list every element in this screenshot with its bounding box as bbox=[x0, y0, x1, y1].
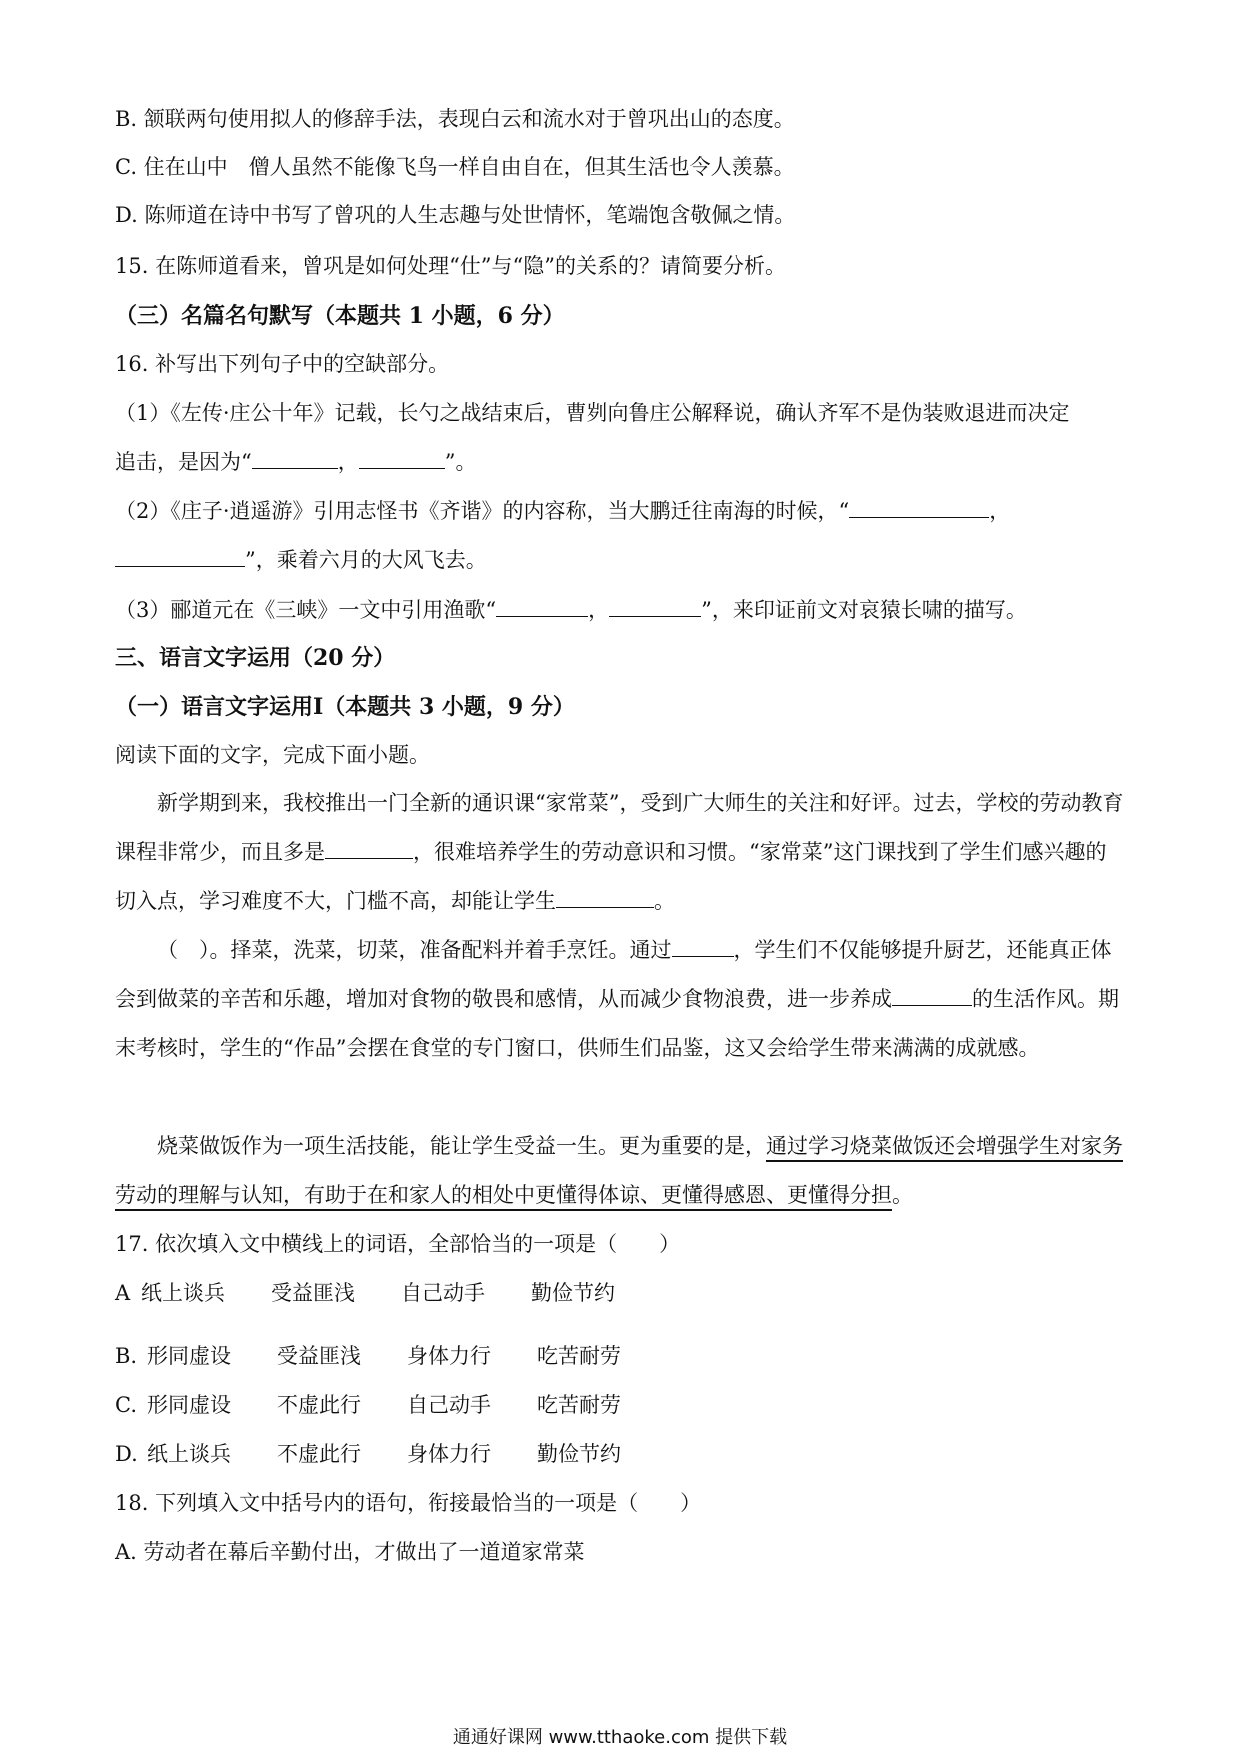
option-word: 勤俭节约 bbox=[537, 1442, 621, 1466]
option-label: C. bbox=[115, 1393, 137, 1417]
option-word: 不虚此行 bbox=[277, 1393, 361, 1417]
option-word: 受益匪浅 bbox=[271, 1281, 355, 1305]
option-word: 勤俭节约 bbox=[531, 1281, 615, 1305]
option-word: 受益匪浅 bbox=[277, 1344, 361, 1368]
option-word: 纸上谈兵 bbox=[147, 1442, 231, 1466]
q16-part1-comma: ， bbox=[337, 450, 359, 474]
question-15: 15. 在陈师道看来，曾巩是如何处理“仕”与“隐”的关系的？请简要分析。 bbox=[115, 254, 787, 278]
passage-blank[interactable] bbox=[325, 836, 413, 859]
passage-blank[interactable] bbox=[892, 983, 972, 1006]
underlined-sentence: 通过学习烧菜做饭还会增强学生对家务劳动的理解与认知，有助于在和家人的相处中更懂得体谅、更懂得感恩、更懂得分担 bbox=[115, 1134, 1123, 1207]
q16-part2-comma: ， bbox=[989, 499, 1011, 523]
option-d-q14: D. 陈师道在诗中书写了曾巩的人生志趣与处世情怀，笔端饱含敬佩之情。 bbox=[115, 203, 796, 227]
passage-paragraph-3 bbox=[115, 1122, 1125, 1220]
option-word: 吃苦耐劳 bbox=[537, 1393, 621, 1417]
option-word: 纸上谈兵 bbox=[141, 1281, 225, 1305]
subsection-heading: （一）语言文字运用Ⅰ（本题共 3 小题，9 分） bbox=[115, 694, 575, 720]
option-c-q14: C. 住在山中 僧人虽然不能像飞鸟一样自由自在，但其生活也令人羡慕。 bbox=[115, 155, 795, 179]
question-17: 17. 依次填入文中横线上的词语，全部恰当的一项是（ ） bbox=[115, 1232, 681, 1256]
option-label: A bbox=[115, 1281, 131, 1305]
page-footer: 通通好课网 www.tthaoke.com 提供下载 bbox=[452, 1727, 788, 1748]
q16-part2-line1 bbox=[115, 495, 1010, 526]
option-word: 吃苦耐劳 bbox=[537, 1344, 621, 1368]
q17-option-d bbox=[115, 1439, 621, 1469]
passage-text: （ ）。择菜，洗菜，切菜，准备配料并着手烹饪。通过 bbox=[157, 938, 672, 962]
reading-instruction: 阅读下面的文字，完成下面小题。 bbox=[115, 743, 430, 767]
passage-blank[interactable] bbox=[556, 885, 654, 908]
question-18: 18. 下列填入文中括号内的语句，衔接最恰当的一项是（ ） bbox=[115, 1491, 702, 1515]
q16-part3-end: ”，来印证前文对哀猿长啸的描写。 bbox=[701, 598, 1027, 622]
answer-blank[interactable] bbox=[252, 446, 338, 469]
passage-text: ，很难培养学生的劳动意识和习惯。“家常菜”这门课找到了学生们感兴趣的切入点，学习难度不大，门槛不高，却能让学生 bbox=[115, 840, 1107, 913]
passage-blank[interactable] bbox=[672, 934, 734, 957]
section-heading: （三）名篇名句默写（本题共 1 小题，6 分） bbox=[115, 303, 565, 329]
option-word: 不虚此行 bbox=[277, 1442, 361, 1466]
q16-part1-line1: （1）《左传·庄公十年》记载，长勺之战结束后，曹刿向鲁庄公解释说，确认齐军不是伪装败退进而决定 bbox=[115, 401, 1070, 425]
option-word: 形同虚设 bbox=[147, 1344, 231, 1368]
answer-blank[interactable] bbox=[115, 544, 245, 567]
option-b-q14: B. 颔联两句使用拟人的修辞手法，表现白云和流水对于曾巩出山的态度。 bbox=[115, 107, 795, 131]
q16-part3-text: （3）郦道元在《三峡》一文中引用渔歌“ bbox=[115, 598, 497, 622]
part-heading: 三、语言文字运用（20 分） bbox=[115, 645, 396, 671]
option-word: 身体力行 bbox=[407, 1442, 491, 1466]
q16-part2-end: ”，乘着六月的大风飞去。 bbox=[245, 548, 487, 572]
option-word: 自己动手 bbox=[401, 1281, 485, 1305]
answer-blank[interactable] bbox=[849, 495, 989, 518]
q16-part3 bbox=[115, 594, 1027, 625]
passage-paragraph-1 bbox=[115, 779, 1125, 926]
q16-part2-text: （2）《庄子·逍遥游》引用志怪书《齐谐》的内容称，当大鹏迁往南海的时候，“ bbox=[115, 499, 850, 523]
q17-option-b bbox=[115, 1341, 621, 1371]
q16-part2-line2 bbox=[115, 544, 487, 575]
option-label: B. bbox=[115, 1344, 138, 1368]
passage-text: 。 bbox=[892, 1183, 913, 1207]
option-word: 自己动手 bbox=[407, 1393, 491, 1417]
passage-text: 的生活作风。期末考核时，学生的“作品”会摆在食堂的专门窗口，供师生们品鉴，这又会给学生带来满满的成就感。 bbox=[115, 987, 1119, 1060]
q16-part1-text: 追击，是因为“ bbox=[115, 450, 252, 474]
passage-paragraph-2 bbox=[115, 926, 1125, 1073]
option-word: 身体力行 bbox=[407, 1344, 491, 1368]
option-label: D. bbox=[115, 1442, 138, 1466]
option-word: 形同虚设 bbox=[147, 1393, 231, 1417]
passage-text: 烧菜做饭作为一项生活技能，能让学生受益一生。更为重要的是， bbox=[157, 1134, 766, 1158]
q16-part3-comma: ， bbox=[588, 598, 610, 622]
passage-text: ，学生们不仅能够提升厨艺，还能真正体会到做菜的辛苦和乐趣，增加对食物的敬畏和感情，从而减少食物浪费，进一步养成 bbox=[115, 938, 1112, 1011]
q17-option-a bbox=[115, 1278, 615, 1308]
answer-blank[interactable] bbox=[496, 594, 588, 617]
answer-blank[interactable] bbox=[609, 594, 701, 617]
passage-text: 新学期到来，我校推出一门全新的通识课“家常菜”，受到广大师生的关注和好评。过去，学校的劳动教育课程非常少，而且多是 bbox=[115, 791, 1124, 864]
q17-option-c bbox=[115, 1390, 621, 1420]
question-16: 16. 补写出下列句子中的空缺部分。 bbox=[115, 352, 450, 376]
answer-blank[interactable] bbox=[359, 446, 445, 469]
q18-option-a: A. 劳动者在幕后辛勤付出，才做出了一道道家常菜 bbox=[115, 1540, 585, 1564]
q16-part1-end: ”。 bbox=[444, 450, 477, 474]
q16-part1-line2 bbox=[115, 446, 477, 477]
passage-text: 。 bbox=[654, 889, 675, 913]
